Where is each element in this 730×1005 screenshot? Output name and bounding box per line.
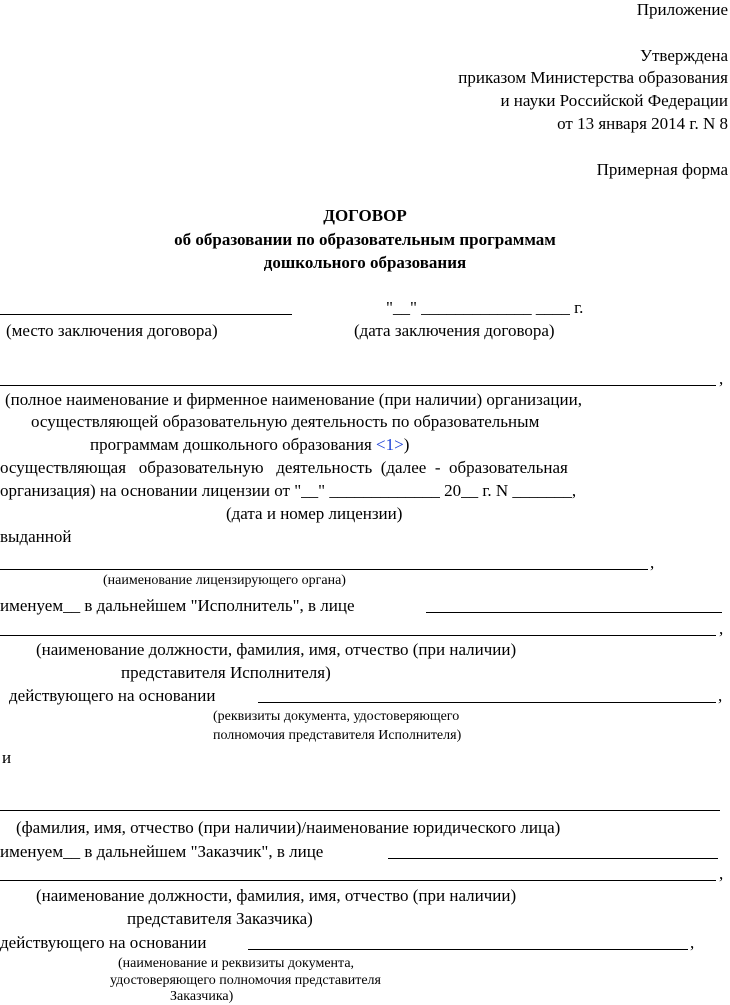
- approved-label: Утверждена: [639, 46, 728, 65]
- executor-comma: ,: [719, 619, 724, 638]
- executor-acting: действующего на основании: [9, 686, 216, 705]
- order-line-2: и науки Российской Федерации: [500, 91, 728, 110]
- customer-caption-1: (наименование должности, фамилия, имя, отчество (при наличии): [36, 886, 517, 905]
- sample-form-label: Примерная форма: [596, 160, 728, 179]
- org-line-2: организация) на основании лицензии от "__" _____________ 20__ г. N _______,: [0, 481, 577, 500]
- customer-name-caption: (фамилия, имя, отчество (при наличии)/наименование юридического лица): [16, 818, 561, 837]
- org-caption-3: [90, 435, 409, 455]
- executor-caption-1: (наименование должности, фамилия, имя, отчество (при наличии): [36, 640, 517, 659]
- customer-named: именуем__ в дальнейшем "Заказчик", в лице: [0, 842, 324, 861]
- executor-basis-caption-1: (реквизиты документа, удостоверяющего: [213, 709, 460, 724]
- customer-rep-line-1: [388, 858, 718, 859]
- org-caption-2: осуществляющей образовательную деятельность по образовательным: [31, 412, 540, 431]
- executor-rep-line-2: [0, 635, 716, 636]
- executor-named: именуем__ в дальнейшем "Исполнитель", в лице: [0, 596, 355, 615]
- issuer-caption: (наименование лицензирующего органа): [103, 573, 346, 588]
- executor-rep-line-1: [426, 612, 722, 613]
- customer-basis-line: [248, 949, 688, 950]
- customer-acting: действующего на основании: [0, 933, 207, 952]
- org-name-comma: ,: [719, 369, 724, 388]
- place-caption: (место заключения договора): [6, 321, 218, 340]
- order-line-1: приказом Министерства образования: [458, 68, 728, 87]
- appendix-label: Приложение: [636, 0, 728, 19]
- org-caption-3-close: ): [403, 435, 410, 454]
- footnote-link-1[interactable]: <1>: [376, 435, 404, 454]
- customer-name-line: [0, 810, 720, 811]
- customer-basis-caption-2: удостоверяющего полномочия представителя: [110, 973, 381, 988]
- org-line-1: осуществляющая образовательную деятельность (далее - образовательная: [0, 458, 568, 477]
- executor-caption-2: представителя Исполнителя): [121, 663, 331, 682]
- place-blank-line: [0, 314, 292, 315]
- issuer-comma: ,: [650, 553, 655, 572]
- issuer-line: [0, 569, 648, 570]
- document-subtitle-1: об образовании по образовательным программам: [174, 230, 556, 249]
- customer-rep-line-2: [0, 880, 716, 881]
- org-caption-1: (полное наименование и фирменное наименование (при наличии) организации,: [5, 390, 582, 409]
- customer-basis-caption-3: Заказчика): [170, 989, 234, 1004]
- document-title: ДОГОВОР: [323, 206, 407, 225]
- executor-acting-comma: ,: [718, 686, 723, 705]
- date-caption: (дата заключения договора): [354, 321, 555, 340]
- customer-comma: ,: [719, 864, 724, 883]
- org-caption-3-text: программам дошкольного образования: [90, 435, 377, 454]
- issued-label: выданной: [0, 527, 72, 546]
- customer-basis-caption-1: (наименование и реквизиты документа,: [118, 956, 355, 971]
- executor-basis-caption-2: полномочия представителя Исполнителя): [213, 728, 462, 743]
- executor-basis-line: [258, 702, 716, 703]
- conjunction-and: и: [2, 748, 12, 767]
- customer-caption-2: представителя Заказчика): [127, 909, 313, 928]
- customer-acting-comma: ,: [690, 933, 695, 952]
- date-blank: "__" _____________ ____ г.: [386, 298, 584, 317]
- org-name-line: [0, 385, 716, 386]
- document-subtitle-2: дошкольного образования: [263, 253, 467, 272]
- license-caption: (дата и номер лицензии): [226, 504, 403, 523]
- order-line-3: от 13 января 2014 г. N 8: [557, 114, 728, 133]
